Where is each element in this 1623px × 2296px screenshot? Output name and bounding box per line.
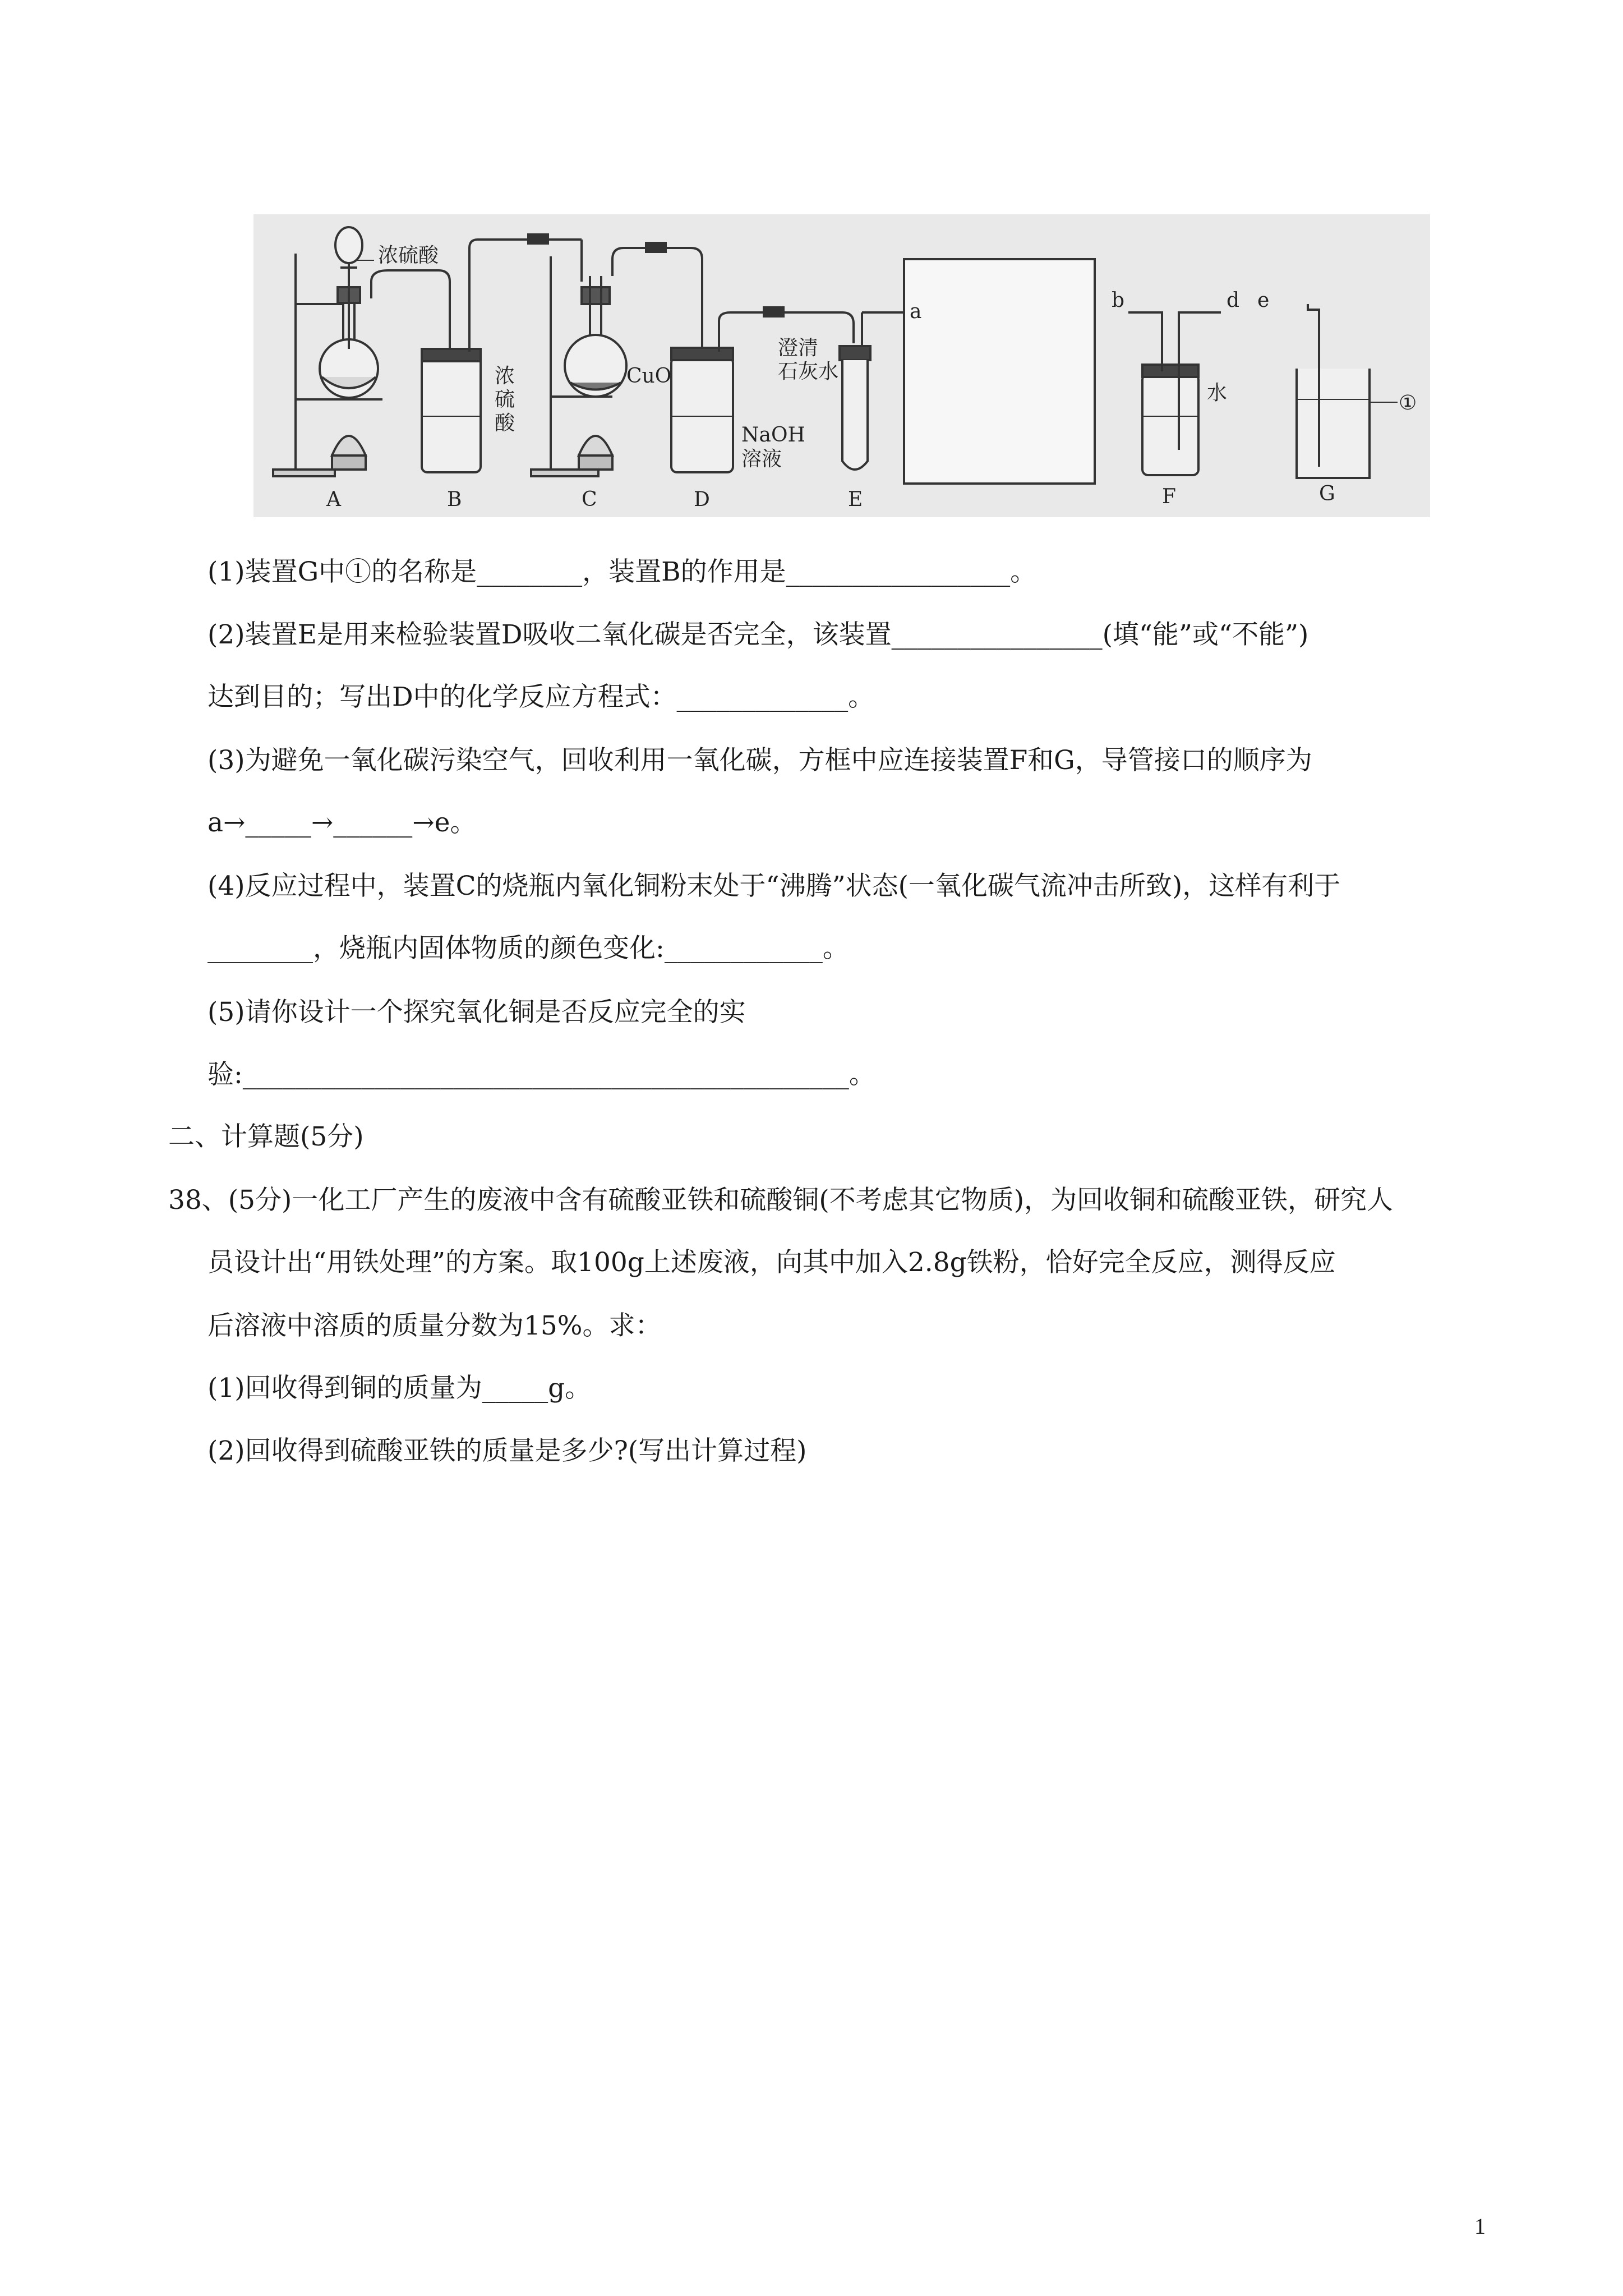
label-b-acid-1: 浓 xyxy=(495,365,515,388)
label-solution: 溶液 xyxy=(741,448,782,471)
question-38-sub-1: (1)回收得到铜的质量为_____g。 xyxy=(208,1373,592,1404)
question-38-sub-2: (2)回收得到硫酸亚铁的质量是多少?(写出计算过程) xyxy=(208,1435,807,1466)
question-5-line-1: (5)请你设计一个探究氧化铜是否反应完全的实 xyxy=(208,997,746,1028)
label-e: E xyxy=(848,488,863,511)
label-port-d: d xyxy=(1227,289,1240,312)
label-b: B xyxy=(447,488,462,511)
label-limewater-1: 澄清 xyxy=(778,337,819,360)
question-1: (1)装置G中①的名称是________，装置B的作用是_________________。 xyxy=(208,556,1037,587)
label-f: F xyxy=(1162,485,1176,508)
question-38-line-3: 后溶液中溶质的质量分数为15%。求： xyxy=(208,1310,662,1341)
question-38-line-1: 38、(5分)一化工厂产生的废液中含有硫酸亚铁和硫酸铜(不考虑其它物质)，为回收铜和硫酸亚铁，研究人 xyxy=(168,1185,1394,1216)
empty-box xyxy=(904,259,1095,484)
label-cuo: CuO xyxy=(626,365,672,388)
label-b-acid-3: 酸 xyxy=(495,412,515,435)
label-c: C xyxy=(582,488,597,511)
label-g: G xyxy=(1319,482,1335,505)
question-4-line-2: ________，烧瓶内固体物质的颜色变化:____________。 xyxy=(208,933,849,964)
label-a: A xyxy=(326,488,341,511)
label-circle-one: ① xyxy=(1399,392,1417,415)
label-b-acid-2: 硫 xyxy=(495,388,515,411)
question-5-line-2: 验:______________________________________________。 xyxy=(208,1059,875,1090)
question-2-line-2: 达到目的；写出D中的化学反应方程式：_____________。 xyxy=(208,682,875,712)
label-naoh: NaOH xyxy=(741,424,805,447)
label-d: D xyxy=(694,488,710,511)
apparatus-diagram xyxy=(253,214,1430,517)
label-port-e: e xyxy=(1257,289,1270,312)
page-number: 1 xyxy=(1474,2214,1486,2239)
section-heading: 二、计算题(5分) xyxy=(168,1121,364,1152)
apparatus-b xyxy=(422,234,582,472)
apparatus-e xyxy=(840,312,904,470)
apparatus-g xyxy=(1297,304,1398,478)
question-38-line-2: 员设计出“用铁处理”的方案。取100g上述废液，向其中加入2.8g铁粉，恰好完全反应，测得反应 xyxy=(208,1247,1336,1278)
label-acid-top: 浓硫酸 xyxy=(378,244,439,267)
question-3-line-2: a→_____→______→e。 xyxy=(208,807,477,838)
question-2-line-1: (2)装置E是用来检验装置D吸收二氧化碳是否完全，该装置________________(填“能”或“不能”) xyxy=(208,619,1309,650)
question-4-line-1: (4)反应过程中，装置C的烧瓶内氧化铜粉末处于“沸腾”状态(一氧化碳气流冲击所致)，这样有利于 xyxy=(208,871,1341,901)
label-limewater-2: 石灰水 xyxy=(778,360,839,383)
label-port-b: b xyxy=(1112,289,1125,312)
label-port-a: a xyxy=(910,300,922,323)
question-3-line-1: (3)为避免一氧化碳污染空气，回收利用一氧化碳，方框中应连接装置F和G，导管接口的顺序为 xyxy=(208,745,1312,776)
label-water: 水 xyxy=(1207,381,1228,404)
